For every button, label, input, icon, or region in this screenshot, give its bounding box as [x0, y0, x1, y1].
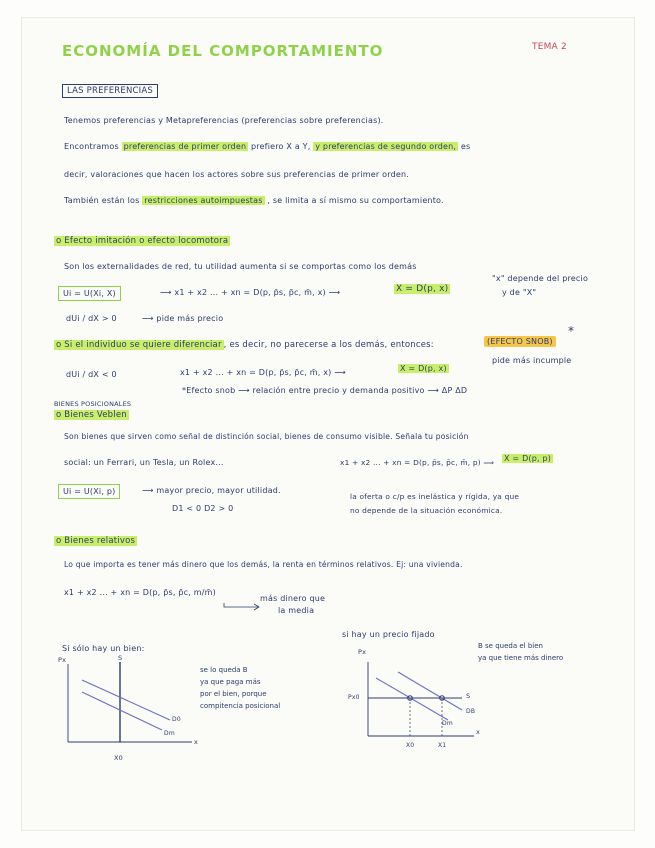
demand-formula: ⟶ x1 + x2 ... + xn = D(p, p̄s, p̄c, m̄, x) ⟶: [160, 288, 341, 297]
derivative-note: ⟶ pide más precio: [142, 314, 224, 323]
snob-effect-tag: (EFECTO SNOB): [484, 336, 556, 347]
highlight: X = D(p, p): [504, 454, 552, 463]
axis-label-x: x: [194, 738, 199, 746]
page-title: ECONOMÍA DEL COMPORTAMIENTO: [62, 42, 384, 60]
graph-note: [200, 664, 280, 712]
side-note: no depende de la situación económica.: [350, 506, 503, 515]
supply-label: S: [466, 692, 471, 700]
note-line: ya que tiene más dinero: [478, 654, 564, 662]
notebook-page: [22, 18, 634, 830]
note-line: compitencia posicional: [200, 702, 281, 710]
section-heading-relativos: [54, 536, 137, 546]
text-line: decir, valoraciones que hacen los actores sobre sus preferencias de primer orden.: [64, 170, 409, 179]
highlight: o Bienes Veblen: [56, 410, 127, 420]
text-fragment: Encontramos: [64, 142, 119, 151]
demand-label: Dm: [442, 720, 453, 727]
graph-caption: si hay un precio fijado: [342, 630, 435, 639]
topic-number: TEMA 2: [532, 42, 567, 52]
axis-label-y: Px: [358, 648, 367, 656]
demand-result: [398, 364, 449, 373]
quantity-label: X0: [406, 742, 415, 749]
text-fragment: prefiero X a Y,: [250, 142, 311, 151]
graph-caption: Si sólo hay un bien:: [62, 644, 145, 653]
highlight: X = D(p, x): [400, 364, 447, 373]
section-heading-snob: [54, 340, 434, 350]
text-line: Lo que importa es tener más dinero que los demás, la renta en términos relativos. Ej: una vivienda.: [64, 560, 463, 569]
snob-effect-note: *Efecto snob ⟶ relación entre precio y demanda positivo ⟶ ΔP ΔD: [182, 386, 468, 395]
arrow-note: más dinero que: [260, 594, 326, 603]
star-mark: *: [568, 324, 575, 338]
section-heading-veblen: [54, 410, 129, 420]
quantity-label: X0: [114, 754, 123, 762]
supply-demand-graph-left: [62, 660, 202, 760]
side-note: pide más incumple: [492, 356, 572, 365]
price-label: Px0: [348, 694, 360, 701]
demand-label: D0: [172, 716, 181, 723]
demand-formula: x1 + x2 ... + xn = D(p, p̄s, p̄c, m̄, p) ⟹: [340, 458, 495, 467]
supply-label: S: [118, 654, 123, 662]
highlight: o Bienes relativos: [56, 536, 136, 546]
highlight: y preferencias de segundo orden,: [315, 142, 457, 151]
text-line: Son bienes que sirven como señal de distinción social, bienes de consumo visible. Señala tu posición: [64, 432, 469, 441]
text-line: Tenemos preferencias y Metapreferencias (preferencias sobre preferencias).: [64, 116, 384, 125]
note-line: por el bien, porque: [200, 690, 267, 698]
note-line: ya que paga más: [200, 678, 261, 686]
highlight: o Si el individuo se quiere diferenciar: [56, 340, 222, 350]
derivative-signs: D1 < 0 D2 > 0: [172, 504, 234, 513]
arrow-note: la media: [278, 606, 315, 615]
side-note: la oferta o c/p es inelástica y rígida, ya que: [350, 492, 520, 501]
highlight: o Efecto imitación o efecto locomotora: [56, 236, 229, 246]
utility-formula-box: Ui = U(Xi, X): [58, 286, 121, 301]
axis-label-y: Px: [58, 656, 67, 664]
text-fragment: También están los: [64, 196, 140, 205]
text-fragment: , se limita a sí mismo su comportamiento.: [267, 196, 444, 205]
demand-label: DB: [466, 708, 476, 715]
side-note: "x" depende del precio: [492, 274, 589, 283]
highlight: restricciones autoimpuestas: [144, 196, 263, 205]
supply-demand-graph-right: [362, 658, 482, 750]
demand-formula: x1 + x2 ... + xn = D(p, p̄s, p̄c, m/m̄): [64, 588, 216, 597]
text-fragment: es: [460, 142, 471, 151]
graph-note: [478, 640, 563, 664]
text-line: Son los externalidades de red, tu utilidad aumenta si se comportas como los demás: [64, 262, 417, 271]
axis-label-x: x: [476, 728, 481, 736]
note-line: se lo queda B: [200, 666, 248, 674]
highlight: X = D(p, x): [396, 284, 449, 294]
utility-note: ⟶ mayor precio, mayor utilidad.: [142, 486, 281, 495]
arrow-icon: [222, 602, 262, 612]
section-heading-preferencias: LAS PREFERENCIAS: [62, 84, 158, 98]
quantity-label: X1: [438, 742, 447, 749]
text-line: [64, 142, 470, 151]
derivative: dUi / dX < 0: [66, 370, 117, 379]
demand-label: Dm: [164, 730, 175, 737]
text-line: [64, 196, 444, 205]
demand-result: [502, 454, 553, 463]
section-heading-imitacion: [54, 236, 230, 246]
highlight: preferencias de primer orden: [123, 142, 247, 151]
demand-formula: x1 + x2 ... + xn = D(p, p̄s, p̄c, m̄, x) ⟶: [180, 368, 346, 377]
note-line: B se queda el bien: [478, 642, 543, 650]
text-line: social: un Ferrari, un Tesla, un Rolex...: [64, 458, 224, 467]
utility-formula-box: Ui = U(Xi, p): [58, 484, 120, 499]
text-fragment: , es decir, no parecerse a los demás, entonces:: [223, 340, 434, 350]
side-note: y de "X": [502, 288, 537, 297]
subheading-posicionales: BIENES POSICIONALES: [54, 400, 132, 408]
derivative: dUi / dX > 0: [66, 314, 117, 323]
demand-result: [394, 284, 450, 294]
